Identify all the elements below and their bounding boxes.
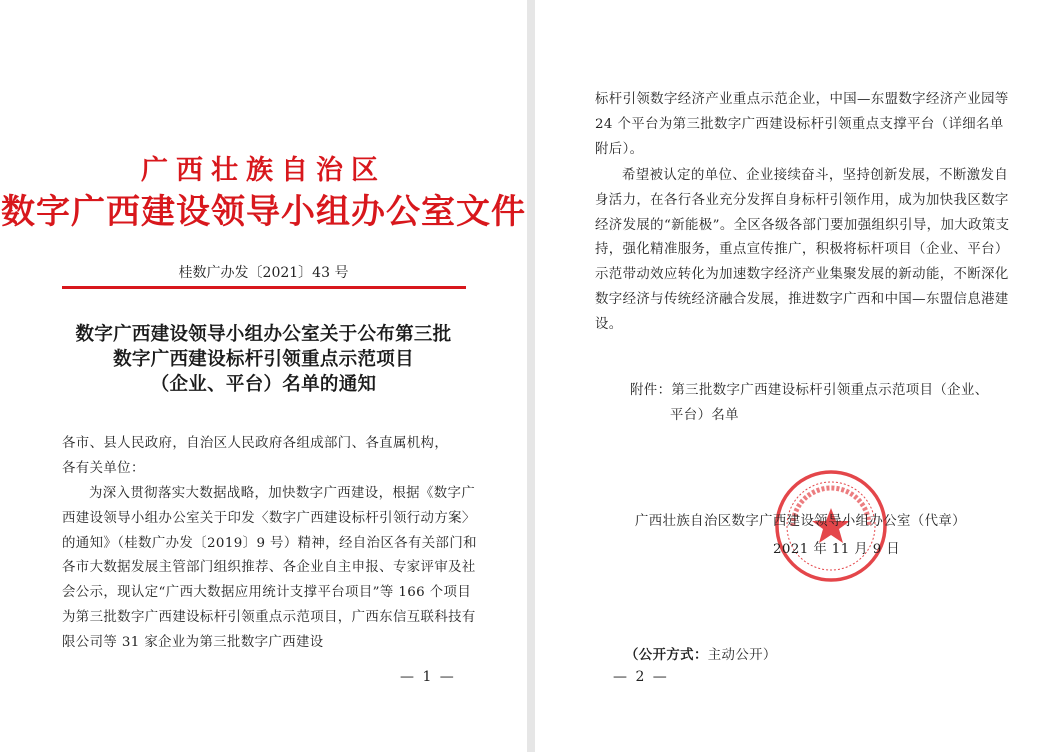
issue-date: 2021 年 11 月 9 日	[773, 542, 901, 557]
title-line-1: 数字广西建设领导小组办公室关于公布第三批	[75, 324, 452, 345]
attachment-line-1: 附件：第三批数字广西建设标杆引领重点示范项目（企业、	[630, 383, 989, 398]
document-page-1	[0, 0, 527, 752]
disclosure-method	[625, 644, 777, 663]
expectation-paragraph: 希望被认定的单位、企业接续奋斗，坚持创新发展，不断激发自身活力，在各行各业充分发挥自身标杆引领作用，成为加快我区数字经济发展的“新能极”。全区各级各部门要加强组织引导，加大政策支持，强化精准服务，重点宣传推广，积极将标杆项目（企业、平台）示范带动效应转化为加速数字经济产业集聚发展的新动能，不断深化数字经济与传统经济融合发展，推进数字广西和中国—东盟信息港建设。	[595, 168, 1010, 332]
page-number-2: — 2 —	[613, 669, 669, 685]
document-number: 桂数广办发〔2021〕43 号	[178, 265, 349, 281]
red-divider-line	[62, 286, 466, 289]
page-number-1: — 1 —	[400, 669, 456, 685]
disclosure-value: 主动公开）	[707, 648, 777, 663]
addressee-line-2: 各有关单位：	[62, 460, 145, 476]
disclosure-label: （公开方式：	[625, 647, 708, 663]
addressee-block	[62, 432, 482, 482]
attachment-note	[630, 379, 1010, 429]
signing-authority: 广西壮族自治区数字广西建设领导小组办公室（代章）	[635, 514, 966, 529]
body-paragraph: 为深入贯彻落实大数据战略，加快数字广西建设，根据《数字广西建设领导小组办公室关于印发〈数字广西建设标杆引领行动方案〉的通知》（桂数广办发〔2019〕9 号）精神，经自治区各有关部门和各市大数据发展主管部门组织推荐、各企业自主申报、专家评审及社会公示，现认定“广西大数据应用统计支撑平台项目”等 166 个项目为第三批数字广西建设标杆引领重点示范项目，广西东信互联科技有限公司等 31 家企业为第三批数字广西建设	[62, 486, 477, 650]
issuer-region-heading: 广西壮族自治区	[141, 155, 386, 186]
addressee-line-1: 各市、县人民政府，自治区人民政府各组成部门、各直属机构，	[62, 436, 449, 451]
issuer-office-heading: 数字广西建设领导小组办公室文件	[1, 192, 526, 232]
notice-title	[0, 322, 527, 397]
attachment-line-2: 平台）名单	[670, 407, 739, 423]
title-line-3: （企业、平台）名单的通知	[150, 374, 377, 395]
continued-paragraph: 标杆引领数字经济产业重点示范企业，中国—东盟数字经济产业园等 24 个平台为第三批数字广西建设标杆引领重点支撑平台（详细名单附后）。	[595, 92, 1009, 157]
document-page-2	[535, 0, 1062, 752]
title-line-2: 数字广西建设标杆引领重点示范项目	[113, 349, 414, 370]
